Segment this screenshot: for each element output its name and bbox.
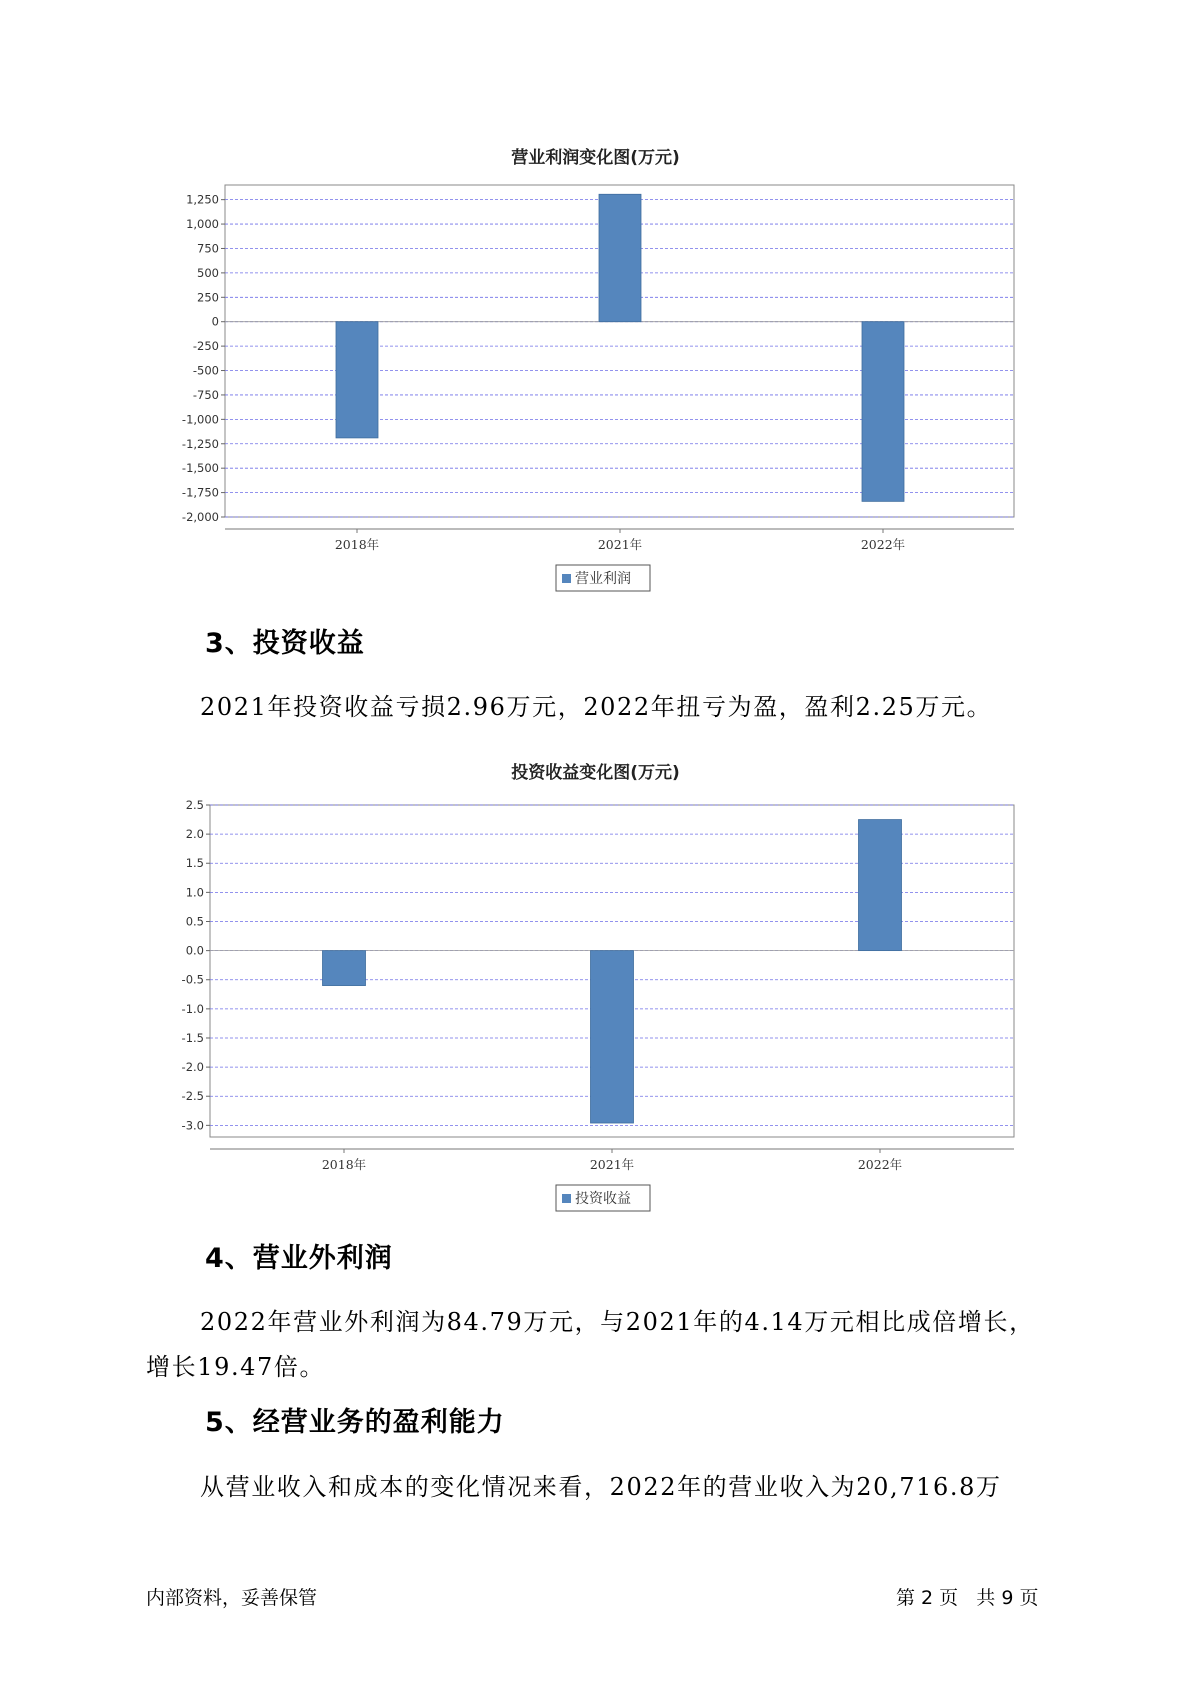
legend-label: 营业利润 xyxy=(575,571,631,587)
footer-confidential-note: 内部资料，妥善保管 xyxy=(146,1587,318,1609)
bar-2018年 xyxy=(336,322,378,438)
y-tick-label: 0 xyxy=(211,314,219,329)
chart-operating-profit xyxy=(0,170,1191,590)
y-tick-label: -250 xyxy=(192,339,219,354)
y-tick-label: -2.5 xyxy=(181,1089,204,1104)
x-tick-label: 2021年 xyxy=(597,537,643,552)
y-tick-label: 500 xyxy=(197,265,219,280)
y-tick-label: 0.0 xyxy=(185,943,204,958)
y-tick-label: 1,000 xyxy=(186,217,219,232)
y-tick-label: -0.5 xyxy=(181,972,204,987)
x-tick-label: 2022年 xyxy=(860,537,906,552)
legend-swatch xyxy=(562,574,571,583)
y-tick-label: 2.5 xyxy=(185,798,204,812)
section-4-text-line1: 2022年营业外利润为84.79万元，与2021年的4.14万元相比成倍增长， xyxy=(200,1308,1035,1336)
y-tick-label: -2,000 xyxy=(181,510,219,524)
section-3-heading: 3、投资收益 xyxy=(205,628,365,659)
x-tick-label: 2018年 xyxy=(334,537,380,552)
legend xyxy=(556,565,650,591)
y-tick-label: -500 xyxy=(192,363,219,378)
legend xyxy=(556,1185,650,1211)
x-tick-label: 2022年 xyxy=(857,1157,903,1172)
x-tick-label: 2021年 xyxy=(589,1157,635,1172)
section-3-text: 2021年投资收益亏损2.96万元，2022年扭亏为盈，盈利2.25万元。 xyxy=(200,693,993,721)
y-tick-label: -1,250 xyxy=(181,436,219,451)
y-tick-label: 1.5 xyxy=(185,856,204,871)
legend-label: 投资收益 xyxy=(575,1191,631,1207)
chart-1-title: 营业利润变化图(万元) xyxy=(511,148,680,168)
section-5-text: 从营业收入和成本的变化情况来看，2022年的营业收入为20,716.8万 xyxy=(200,1473,1002,1501)
section-4-text-line2: 增长19.47倍。 xyxy=(146,1353,326,1381)
bar-2022年 xyxy=(862,322,904,502)
y-tick-label: -750 xyxy=(192,387,219,402)
y-tick-label: -3.0 xyxy=(181,1118,204,1133)
y-tick-label: 1,250 xyxy=(186,192,219,207)
y-tick-label: -1.0 xyxy=(181,1001,204,1016)
bar-2018年 xyxy=(323,951,366,986)
y-tick-label: -1,750 xyxy=(181,485,219,500)
bar-2021年 xyxy=(599,194,641,321)
bar-2022年 xyxy=(859,820,902,951)
y-tick-label: 1.0 xyxy=(185,885,204,900)
y-tick-label: -1.5 xyxy=(181,1030,204,1045)
y-tick-label: 0.5 xyxy=(185,914,204,929)
y-tick-label: -2.0 xyxy=(181,1060,204,1075)
y-tick-label: -1,500 xyxy=(181,461,219,476)
y-tick-label: 750 xyxy=(197,241,219,256)
x-tick-label: 2018年 xyxy=(321,1157,367,1172)
y-tick-label: 250 xyxy=(197,290,219,305)
chart-2-title: 投资收益变化图(万元) xyxy=(511,763,680,783)
chart-investment-income xyxy=(0,790,1191,1210)
y-tick-label: 2.0 xyxy=(185,827,204,842)
footer-page-number: 第 2 页 共 9 页 xyxy=(896,1587,1039,1609)
bar-2021年 xyxy=(591,951,634,1123)
y-tick-label: -1,000 xyxy=(181,412,219,427)
section-4-heading: 4、营业外利润 xyxy=(205,1243,393,1274)
legend-swatch xyxy=(562,1194,571,1203)
section-5-heading: 5、经营业务的盈利能力 xyxy=(205,1407,505,1438)
